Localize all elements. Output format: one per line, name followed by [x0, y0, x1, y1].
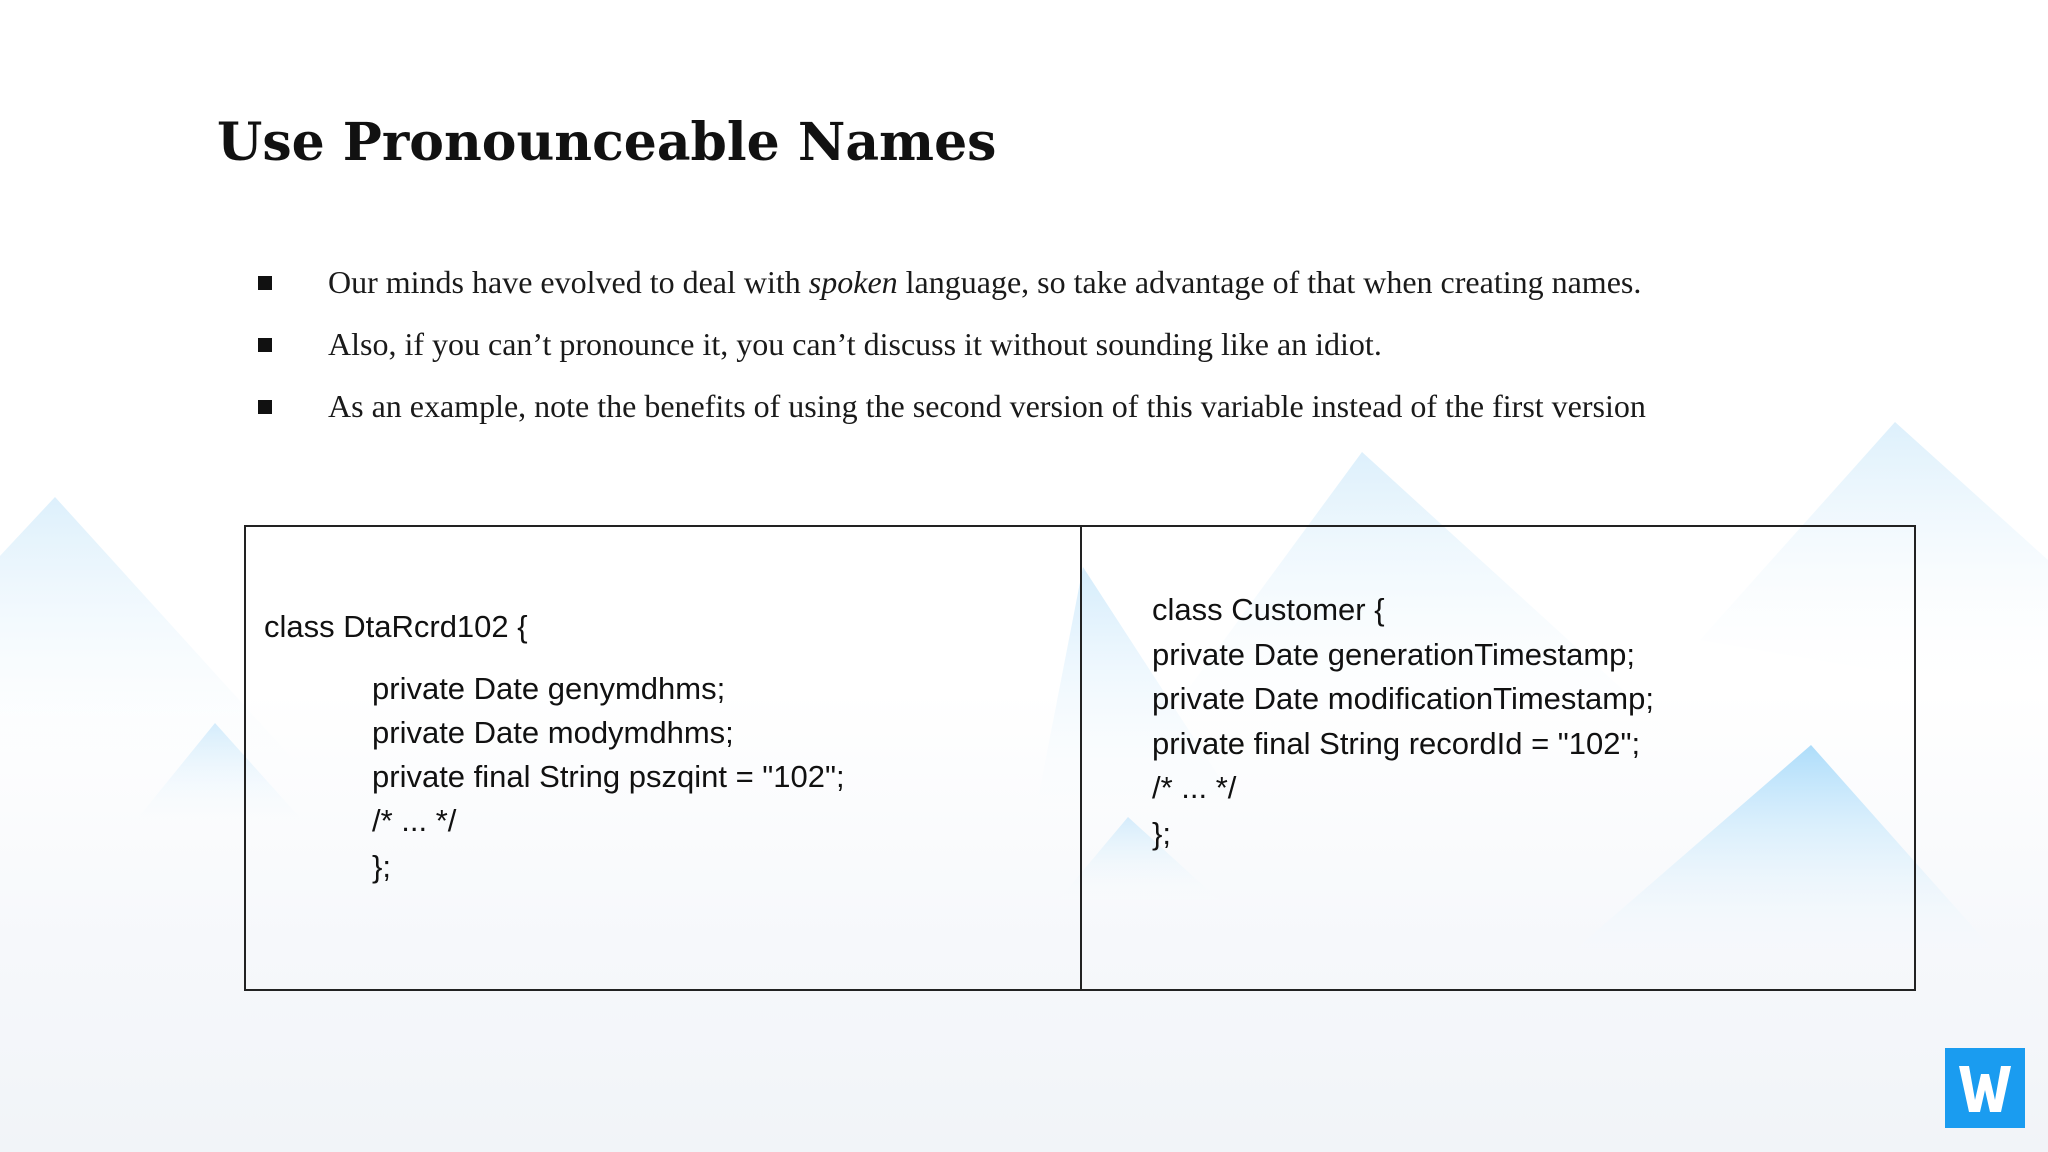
- square-bullet-icon: [258, 276, 272, 290]
- code-line: /* ... */: [372, 803, 457, 838]
- square-bullet-icon: [258, 338, 272, 352]
- code-line: private Date generationTimestamp;: [1152, 637, 1636, 672]
- code-comparison-table: [244, 525, 1916, 991]
- code-line: };: [1152, 816, 1171, 851]
- bullet-text: Also, if you can’t pronounce it, you can’t discuss it without sounding like an idiot.: [328, 326, 1382, 362]
- square-bullet-icon: [258, 400, 272, 414]
- w-logo-icon: [1945, 1048, 2025, 1128]
- slide-title: Use Pronounceable Names: [217, 112, 997, 173]
- code-line: private Date modymdhms;: [372, 715, 734, 750]
- code-cell-after: [1082, 527, 1916, 989]
- bullet-emphasis: spoken: [808, 264, 898, 300]
- code-line: private Date genymdhms;: [372, 671, 726, 706]
- code-line: private final String recordId = "102";: [1152, 726, 1641, 761]
- code-cell-before: [246, 527, 1080, 989]
- code-line: private final String pszqint = "102";: [372, 759, 845, 794]
- code-line: };: [372, 849, 391, 884]
- bullet-text-part: language, so take advantage of that when creating names.: [897, 264, 1642, 300]
- bullet-text: As an example, note the benefits of using the second version of this variable instead of the first version: [328, 388, 1646, 424]
- w-logo-glyph: [1945, 1048, 2025, 1128]
- code-line: class DtaRcrd102 {: [264, 609, 528, 644]
- code-line: class Customer {: [1152, 592, 1385, 627]
- bullet-text: [328, 260, 1641, 304]
- bullet-text-part: Our minds have evolved to deal with: [328, 264, 809, 300]
- code-line: private Date modificationTimestamp;: [1152, 681, 1654, 716]
- code-line: /* ... */: [1152, 770, 1237, 805]
